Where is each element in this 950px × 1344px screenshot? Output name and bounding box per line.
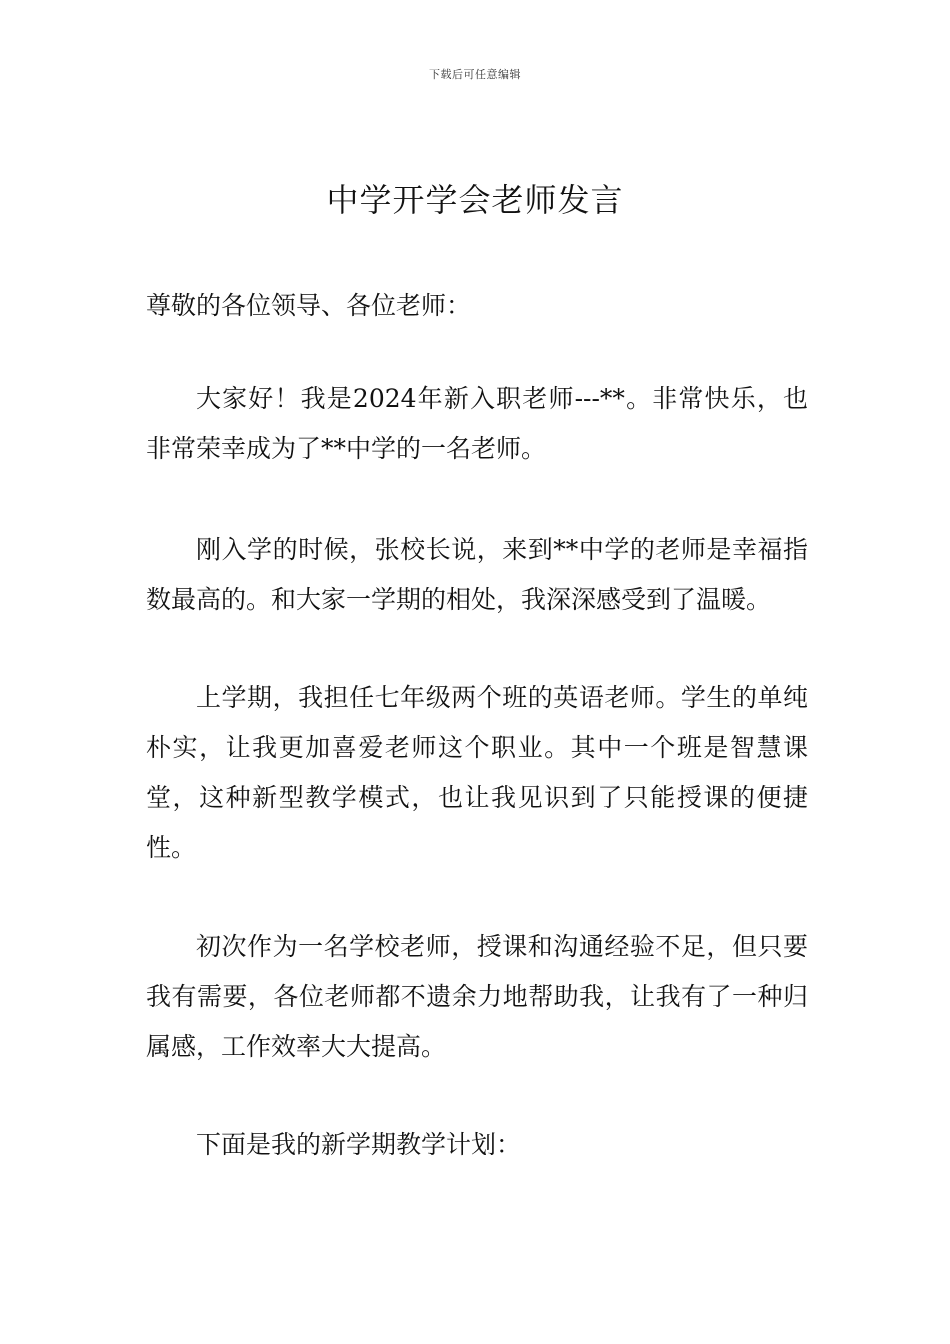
paragraph-gratitude: 初次作为一名学校老师，授课和沟通经验不足，但只要我有需要，各位老师都不遗余力地帮助我，让我有了一种归属感，工作效率大大提高。 bbox=[146, 932, 808, 1061]
paragraph-introduction: 大家好！我是2024年新入职老师---**。非常快乐，也非常荣幸成为了**中学的一名老师。 bbox=[146, 384, 808, 463]
salutation: 尊敬的各位领导、各位老师： bbox=[146, 291, 472, 320]
header-note: 下载后可任意编辑 bbox=[429, 68, 521, 81]
document-title: 中学开学会老师发言 bbox=[326, 181, 624, 219]
paragraph-plan-intro: 下面是我的新学期教学计划： bbox=[196, 1130, 522, 1159]
paragraph-first-impression: 刚入学的时候，张校长说，来到**中学的老师是幸福指数最高的。和大家一学期的相处，我深深感受到了温暖。 bbox=[146, 535, 808, 614]
paragraph-last-semester: 上学期，我担任七年级两个班的英语老师。学生的单纯朴实，让我更加喜爱老师这个职业。其中一个班是智慧课堂，这种新型教学模式，也让我见识到了只能授课的便捷性。 bbox=[146, 683, 808, 862]
